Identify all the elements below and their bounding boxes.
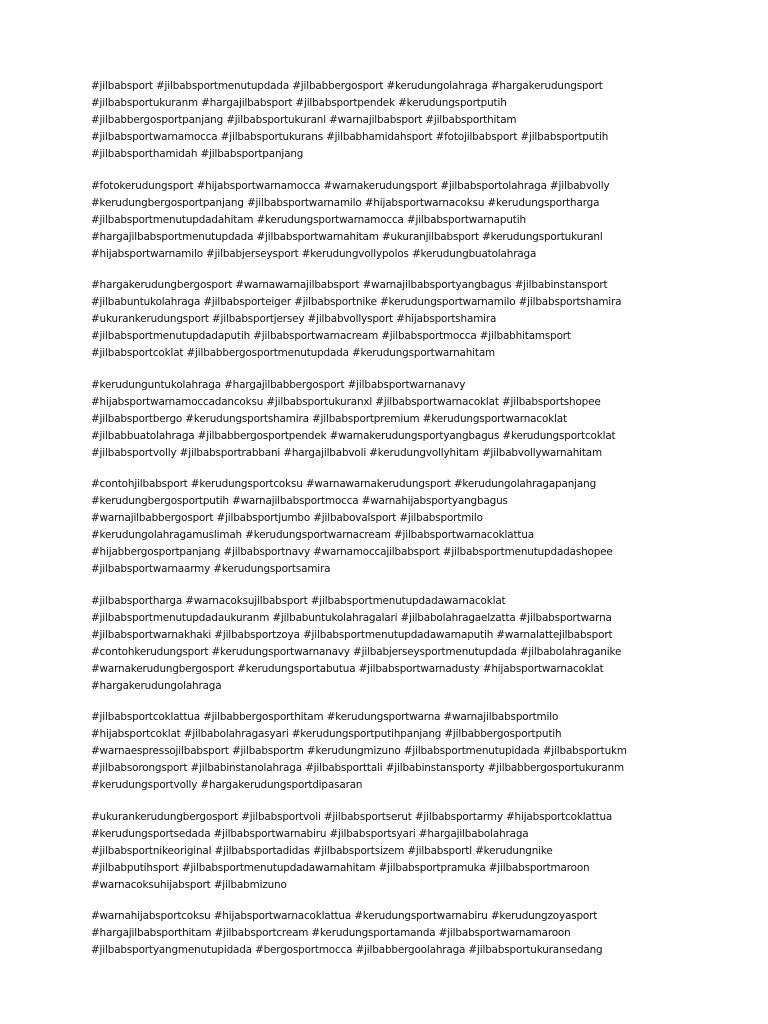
hashtag-line: #ukurankerudungbergosport #jilbabsportvoli #jilbabsportserut #jilbabsportarmy #hijabsportcoklattua: [91, 810, 613, 823]
hashtag-paragraph: [91, 78, 681, 163]
hashtag-paragraph: [91, 476, 681, 578]
hashtag-line: #contohjilbabsport #kerudungsportcoksu #warnawarnakerudungsport #kerudungolahragapanjang: [91, 478, 597, 490]
hashtag-line: #jilbabsportmenutupdadahitam #kerudungsportwarnamocca #jilbabsportwarnaputih: [91, 213, 526, 226]
hashtag-line: #jilbabsportbergo #kerudungsportshamira #jilbabsportpremium #kerudungsportwarnacoklat: [91, 412, 567, 425]
hashtag-line: #jilbabuntukolahraga #jilbabsporteiger #jilbabsportnike #kerudungsportwarnamilo #jilbabsportshamira: [91, 296, 622, 308]
hashtag-line: #jilbabsportmenutupdadaputih #jilbabsportwarnacream #jilbabsportmocca #jilbabhitamsport: [91, 330, 571, 342]
hashtag-line: #jilbabsportvolly #jilbabsportrabbani #hargajilbabvoli #kerudungvollyhitam #jilbabvollywarnahitam: [91, 446, 602, 459]
hashtag-line: #warnahijabsportcoksu #hijabsportwarnacoklattua #kerudungsportwarnabiru #kerudungzoyasport: [91, 910, 598, 922]
hashtag-line: #jilbabsportharga #warnacoksujilbabsport #jilbabsportmenutupdadawarnacoklat: [91, 594, 506, 607]
hashtag-line: #jilbabsportcoklat #jilbabbergosportmenutupdada #kerudungsportwarnahitam: [91, 347, 496, 359]
hashtag-paragraph: [91, 709, 681, 794]
hashtag-line: #jilbabputihsport #jilbabsportmenutupdadawarnahitam #jilbabsportpramuka #jilbabsportmaroon: [91, 861, 590, 874]
hashtag-line: #kerudungolahragamuslimah #kerudungsportwarnacream #jilbabsportwarnacoklattua: [91, 529, 534, 541]
hashtag-line: #jilbabsportyangmenutupidada #bergosportmocca #jilbabbergoolahraga #jilbabsportukuransedang: [91, 944, 603, 956]
hashtag-line: #jilbabsportukuranm #hargajilbabsport #jilbabsportpendek #kerudungsportputih: [91, 97, 507, 109]
hashtag-paragraph: [91, 178, 681, 263]
hashtag-line: #contohkerudungsport #kerudungsportwarnanavy #jilbabjerseysportmenutupdada #jilbabolahraganike: [91, 645, 622, 658]
hashtag-line: #warnakerudungbergosport #kerudungsportabutua #jilbabsportwarnadusty #hijabsportwarnacoklat: [91, 662, 604, 675]
hashtag-line: #kerudungbergosportputih #warnajilbabsportmocca #warnahijabsportyangbagus: [91, 495, 508, 507]
hashtag-line: #hijabsportwarnamilo #jilbabjerseysport #kerudungvollypolos #kerudungbuatolahraga: [91, 247, 537, 260]
hashtag-line: #hijabsportcoklat #jilbabolahragasyari #kerudungsportputihpanjang #jilbabbergosportputih: [91, 728, 562, 740]
hashtag-line: #warnaespressojilbabsport #jilbabsportm #kerudungmizuno #jilbabsportmenutupidada #jilbabsportukm: [91, 745, 627, 757]
hashtag-paragraph: [91, 377, 681, 462]
hashtag-line: #jilbabsportnikeoriginal #jilbabsportadidas #jilbabsportsizem #jilbabsportl #kerudungnike: [91, 844, 553, 857]
hashtag-line: #hargakerudungbergosport #warnawarnajilbabsport #warnajilbabsportyangbagus #jilbabinstansport: [91, 279, 608, 291]
hashtag-line: #hargajilbabsporthitam #jilbabsportcream #kerudungsportamanda #jilbabsportwarnamaroon: [91, 927, 571, 939]
hashtag-line: #jilbabsportcoklattua #jilbabbergosporthitam #kerudungsportwarna #warnajilbabsportmilo: [91, 711, 559, 723]
hashtag-line: #hijabsportwarnamoccadancoksu #jilbabsportukuranxl #jilbabsportwarnacoklat #jilbabsportshopee: [91, 395, 601, 408]
hashtag-line: #fotokerudungsport #hijabsportwarnamocca #warnakerudungsport #jilbabsportolahraga #jilbabvolly: [91, 179, 610, 192]
hashtag-text-body: [91, 78, 681, 974]
hashtag-line: #jilbabsportmenutupdadaukuranm #jilbabuntukolahragalari #jilbabolahragaelzatta #jilbabsportwarna: [91, 611, 612, 624]
hashtag-line: #jilbabsportwarnaarmy #kerudungsportsamira: [91, 563, 331, 575]
hashtag-line: #warnajilbabbergosport #jilbabsportjumbo #jilbabovalsport #jilbabsportmilo: [91, 512, 483, 524]
hashtag-line: #jilbabsorongsport #jilbabinstanolahraga #jilbabsporttali #jilbabinstansporty #jilbabbergosportukuranm: [91, 762, 624, 774]
hashtag-line: #ukurankerudungsport #jilbabsportjersey #jilbabvollysport #hijabsportshamira: [91, 313, 497, 325]
hashtag-line: #warnacoksuhijabsport #jilbabmizuno: [91, 878, 287, 891]
hashtag-paragraph: [91, 593, 681, 695]
hashtag-line: #jilbabsportwarnamocca #jilbabsportukurans #jilbabhamidahsport #fotojilbabsport #jilbabsportputih: [91, 131, 609, 143]
hashtag-paragraph: [91, 809, 681, 894]
hashtag-paragraph: [91, 277, 681, 362]
hashtag-line: #hargakerudungolahraga: [91, 679, 222, 692]
hashtag-line: #kerudunguntukolahraga #hargajilbabbergosport #jilbabsportwarnanavy: [91, 378, 466, 391]
hashtag-line: #jilbabbergosportpanjang #jilbabsportukuranl #warnajilbabsport #jilbabsporthitam: [91, 114, 517, 126]
hashtag-line: #jilbabsporthamidah #jilbabsportpanjang: [91, 148, 304, 160]
hashtag-line: #kerudungbergosportpanjang #jilbabsportwarnamilo #hijabsportwarnacoksu #kerudungsportharga: [91, 196, 600, 209]
hashtag-line: #jilbabsport #jilbabsportmenutupdada #jilbabbergosport #kerudungolahraga #hargakerudungsport: [91, 80, 603, 92]
hashtag-line: #kerudungsportsedada #jilbabsportwarnabiru #jilbabsportsyari #hargajilbabolahraga: [91, 827, 529, 840]
hashtag-paragraph: [91, 908, 681, 959]
hashtag-line: #jilbabsportwarnakhaki #jilbabsportzoya #jilbabsportmenutupdadawarnaputih #warnalattejilbabsport: [91, 628, 613, 641]
hashtag-line: #hijabbergosportpanjang #jilbabsportnavy #warnamoccajilbabsport #jilbabsportmenutupdadashopee: [91, 546, 613, 558]
hashtag-line: #jilbabbuatolahraga #jilbabbergosportpendek #warnakerudungsportyangbagus #kerudungsportcoklat: [91, 429, 616, 442]
hashtag-line: #kerudungsportvolly #hargakerudungsportdipasaran: [91, 779, 363, 791]
hashtag-line: #hargajilbabsportmenutupdada #jilbabsportwarnahitam #ukuranjilbabsport #kerudungsportukuranl: [91, 230, 603, 243]
